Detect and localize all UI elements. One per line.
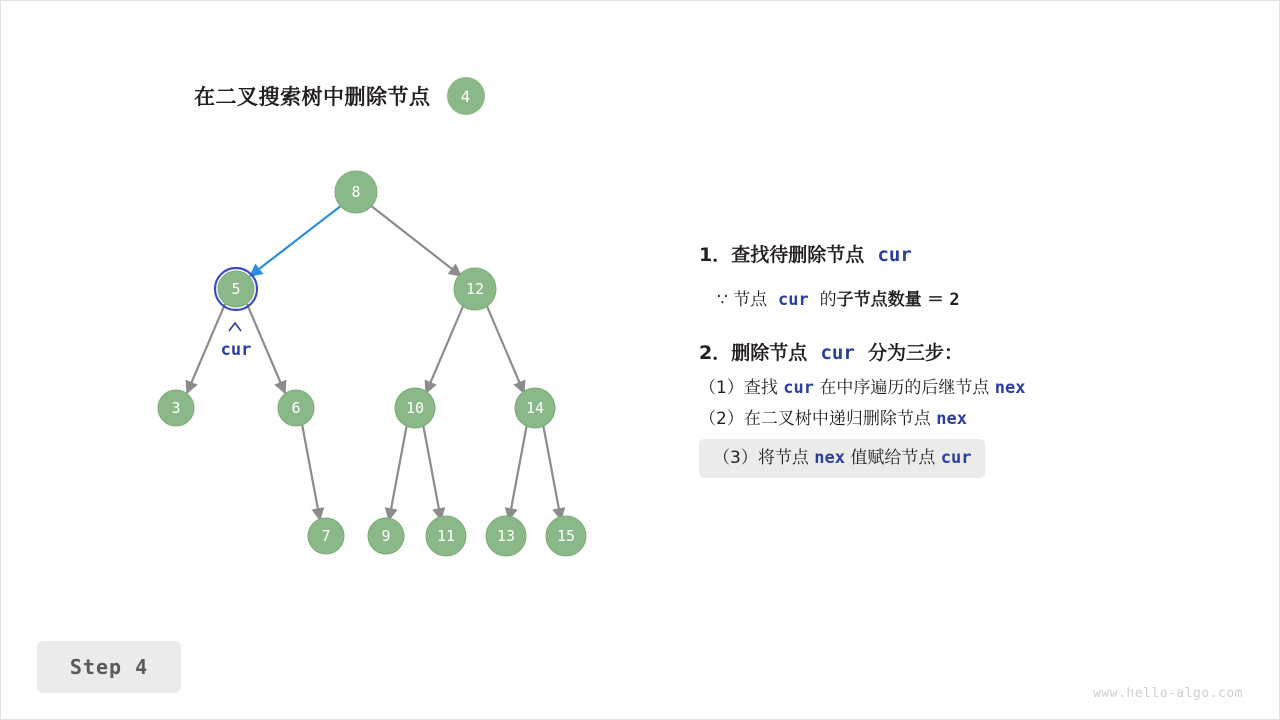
explanation-line-2 [717,288,1259,314]
explanation-step-2 [699,407,1259,433]
edge-10-11 [423,424,441,520]
step3-prefix: （3）将节点 [713,447,809,468]
cur-pointer [221,323,252,360]
line2-code-cur: cur [778,289,809,310]
edge-5-3 [187,304,225,393]
tree-node [218,271,254,307]
node-label: 8 [351,183,361,201]
step1-code-cur: cur [783,377,814,398]
node-label: 6 [291,399,301,417]
edge-8-5 [250,205,342,276]
line3-code-cur: cur [820,342,855,364]
tree-node [308,518,344,554]
tree-node [515,388,555,428]
node-label: 9 [381,527,391,545]
tree-node [426,516,466,556]
tree-nodes [158,171,586,556]
explanation-step-3 [699,439,1259,479]
edge-6-7 [302,424,320,520]
node-label: 11 [436,527,456,545]
caret-icon [229,323,241,331]
explanation-step-1 [699,376,1259,402]
step-badge: Step 4 [37,641,181,693]
line2-prefix: ∵ 节点 [717,289,768,310]
tree-node [454,268,496,310]
tree-node [546,516,586,556]
line3-suffix: 分为三步： [868,342,964,364]
step1-mid: 在中序遍历的后继节点 [819,377,990,398]
explanation-panel [699,241,1259,478]
explanation-line-1 [699,241,1259,270]
edge-8-12 [370,205,461,276]
line2-value: 2 [949,289,960,310]
line1-prefix: 1．查找待删除节点 [699,244,865,266]
edge-10-9 [389,424,407,520]
node-label: 15 [556,527,576,545]
step2-prefix: （2）在二叉树中递归删除节点 [699,409,931,429]
tree-edges [187,205,561,520]
line3-prefix: 2．删除节点 [699,342,808,364]
edge-12-14 [486,304,524,393]
tree-node [368,518,404,554]
title-badge: 4 [447,77,485,115]
node-label: 12 [465,280,485,298]
line2-mid: 的 [819,289,837,310]
cur-pointer-label: cur [220,340,252,360]
node-label: 5 [231,280,241,298]
tree-node [486,516,526,556]
tree-node [158,390,194,426]
step3-code-nex: nex [814,447,845,468]
page-title: 在二叉搜索树中删除节点 [194,85,431,109]
edge-14-13 [509,424,527,520]
tree-node [335,171,377,213]
node-label: 3 [171,399,181,417]
edge-14-15 [543,424,561,520]
step1-code-nex: nex [994,377,1026,398]
line2-eq: ＝ [926,289,944,310]
edge-5-6 [247,304,285,393]
step3-mid: 值赋给节点 [850,447,936,468]
edge-12-10 [426,304,464,393]
node-label: 10 [405,399,425,417]
tree-node [395,388,435,428]
line2-bold: 子节点数量 [836,289,922,310]
line1-code-cur: cur [877,244,912,266]
step3-highlight-box [699,439,985,479]
binary-search-tree-graphic [1,1,701,621]
node-label: 13 [496,527,516,545]
step1-prefix: （1）查找 [699,377,778,398]
node-label: 14 [525,399,545,417]
node-label: 7 [321,527,331,545]
explanation-line-3 [699,339,1259,368]
tree-node [278,390,314,426]
step3-code-cur: cur [940,447,972,468]
step2-code-nex: nex [936,409,967,429]
watermark: www.hello-algo.com [1093,686,1243,701]
